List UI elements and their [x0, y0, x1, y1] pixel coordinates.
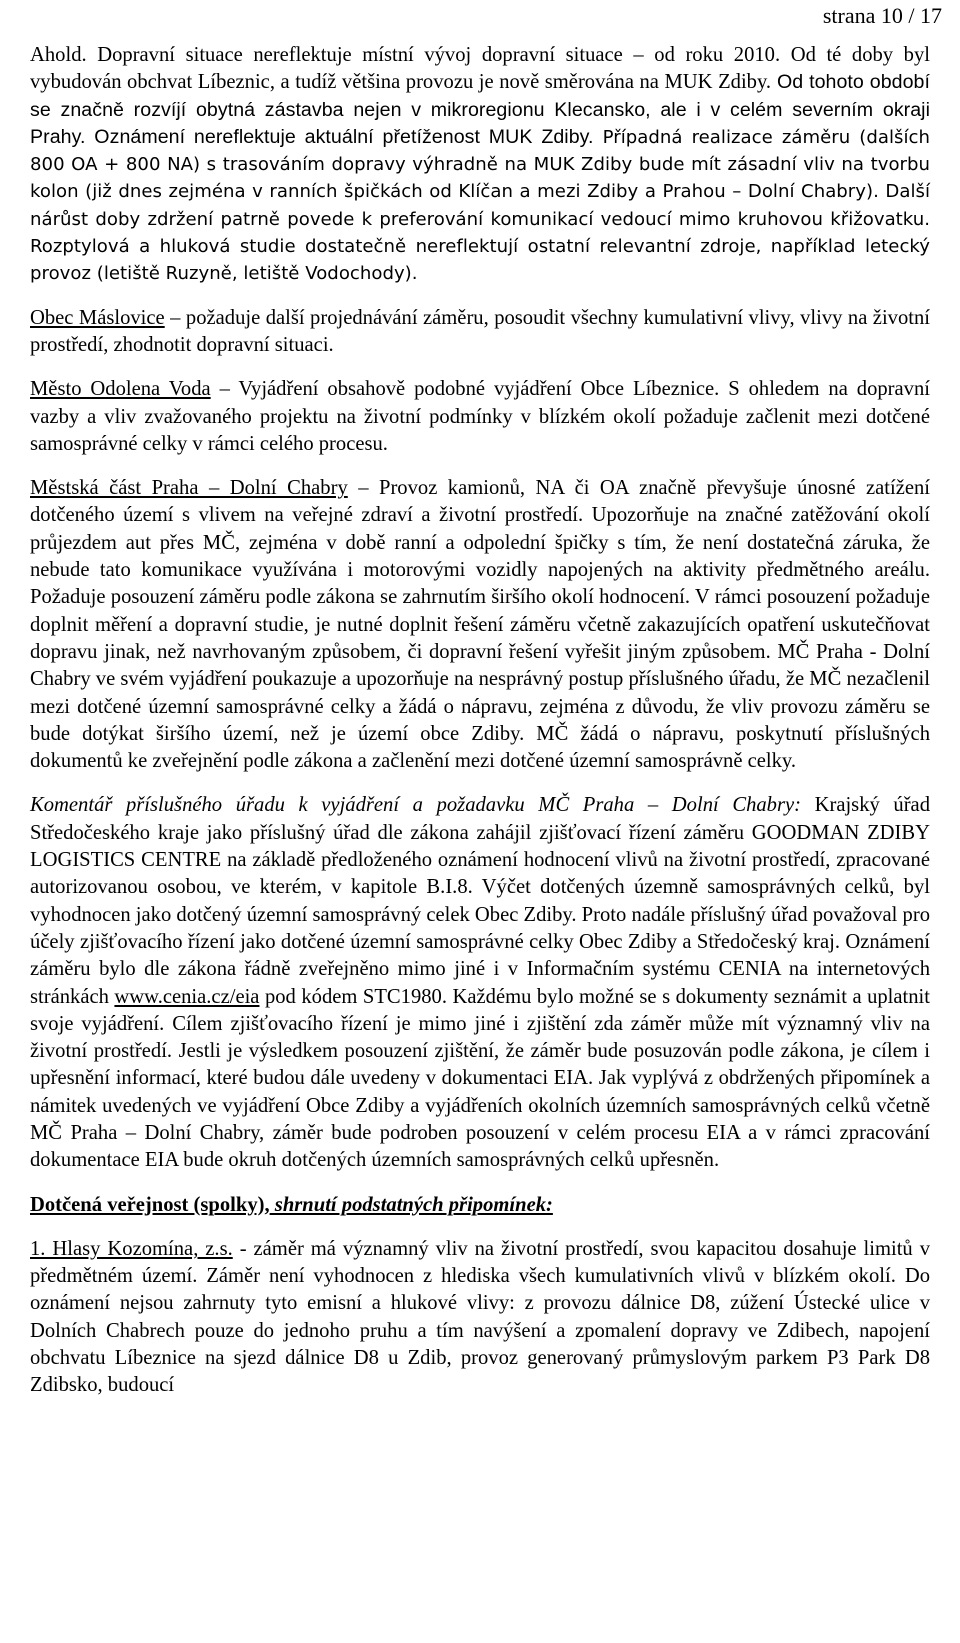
entity-name: Město Odolena Voda: [30, 378, 211, 401]
document-body: [30, 42, 930, 1417]
text-segment: Případná realizace záměru (dalších 800 OA + 800 NA) s trasováním dopravy výhradně na MUK Zdiby bude mít zásadní vliv na tvorbu kolon (již dnes zejména v ranních špičkách od Klíčan a mezi Zdiby a Prahou – Dolní Chabry). Další nárůst doby zdržení patrně povede k preferování komunikací vedoucí mimo kruhovou křižovatku. Rozptylová a hluková studie dostatečně nereflektují ostatní relevantní zdroje, například letecký provoz (letiště Ruzyně, letiště Vodochody).: [30, 126, 930, 285]
paragraph-odolena-voda: [30, 376, 930, 458]
paragraph-text: - záměr má významný vliv na životní prostředí, svou kapacitou dosahuje limitů v předmětném území. Záměr není vyhodnocen z hlediska všech kumulativních vlivů v blízkém okolí. Do oznámení nejsou zahrnuty tyto emisní a hlukové vlivy: z provozu dálnice D8, zúžení Ústecké ulice v Dolních Chabrech pouze do jednoho pruhu a tím navýšení a zpomalení dopravy ve Zdibech, napojení obchvatu Líbeznice na sjezd dálnice D8 u Zdib, provoz generovaný průmyslovým parkem P3 Park D8 Zdibsko, budoucí: [30, 1237, 930, 1397]
paragraph-text: pod kódem STC1980. Každému bylo možné se s dokumenty seznámit a uplatnit svoje vyjádření. Cílem zjišťovacího řízení je mimo jiné i zjištění zda záměr může mít významný vliv na životní prostředí. Jestli je výsledkem posouzení zjištění, že záměr bude posuzován podle zákona, je cílem i upřesnění informací, které budou dále uvedeny v dokumentaci EIA. Jak vyplývá z obdržených připomínek a námitek uvedených ve vyjádření Obce Zdiby a vyjádřeních okolních územních samosprávných celků včetně MČ Praha – Dolní Chabry, záměr bude podroben posouzení v celém procesu EIA a v rámci zpracování dokumentace EIA bude okruh dotčených územních samosprávných celků upřesněn.: [30, 985, 930, 1172]
heading-italic: shrnutí podstatných připomínek:: [269, 1193, 553, 1216]
entity-name: Obec Máslovice: [30, 306, 165, 329]
entity-name: 1. Hlasy Kozomína, z.s.: [30, 1237, 233, 1260]
paragraph-hlasy-kozomina: [30, 1236, 930, 1400]
paragraph-text: – Vyjádření obsahově podobné vyjádření Obce Líbeznice. S ohledem na dopravní vazby a vliv zvažovaného projektu na životní podmínky v blízkém okolí požaduje začlenit mezi dotčené samosprávné celky v rámci celého procesu.: [30, 378, 930, 455]
entity-name: Městská část Praha – Dolní Chabry: [30, 477, 348, 500]
paragraph-dolni-chabry: [30, 475, 930, 775]
paragraph-text: – požaduje další projednávání záměru, posoudit všechny kumulativní vlivy, vlivy na životní prostředí, zhodnotit dopravní situaci.: [30, 306, 930, 356]
paragraph-text: – Provoz kamionů, NA či OA značně převyšuje únosné zatížení dotčeného území s vlivem na veřejné zdraví a životní prostředí. Upozorňuje na značné zatěžování okolí průjezdem aut přes MČ, zejména v době ranní a odpolední špičky s tím, že není dostatečná záruka, že nebude tato komunikace využívána i motorovými vozidly napojených na aktivity předmětného areálu. Požaduje posouzení záměru podle zákona se zahrnutím širšího okolí hodnocení. V rámci posouzení požaduje doplnit měření a dopravní studie, je nutné doplnit řešení záměru včetně zakazujících opatření uskutečňovat dopravu jinak, než navrhovaným způsobem, či dopravní řešení vyřešit jiným způsobem. MČ Praha - Dolní Chabry ve svém vyjádření poukazuje a upozorňuje na nesprávný postup příslušného úřadu, že MČ nezačlenil mezi dotčené územní samosprávné celky a žádá o nápravu, zejména z důvodu, že vliv provozu záměru se bude dotýkat širšího území, než je území obce Zdiby. MČ žádá o nápravu, poskytnutí příslušných dokumentů ke zveřejnění podle zákona a začlenění mezi dotčené územní samosprávně celky.: [30, 477, 930, 773]
comment-lead: Komentář příslušného úřadu k vyjádření a požadavku MČ Praha – Dolní Chabry:: [30, 794, 801, 817]
cenia-link[interactable]: www.cenia.cz/eia: [114, 985, 260, 1008]
text-segment: Ahold. Dopravní situace nereflektuje místní vývoj dopravní situace – od roku 2010. Od té doby byl vybudován obchvat Líbeznic, a tudíž většina provozu je nově směrována na MUK Zdiby.: [30, 44, 930, 94]
paragraph-text: Krajský úřad Středočeského kraje jako příslušný úřad dle zákona zahájil zjišťovací řízení záměru GOODMAN ZDIBY LOGISTICS CENTRE na základě předloženého oznámení hodnocení vlivů na životní prostředí, zpracované autorizovanou osobou, ve kterém, v kapitole B.I.8. Výčet dotčených územně samosprávných celků, byl vyhodnocen jako dotčený územní samosprávný celek Obec Zdiby. Proto nadále příslušný úřad považoval pro účely zjišťovacího řízení jako dotčené územní samosprávné celky Obec Zdiby a Středočeský kraj. Oznámení záměru bylo dle zákona řádně zveřejněno mimo jiné i v Informačním systému CENIA na internetových stránkách: [30, 794, 930, 1008]
page-number: strana 10 / 17: [822, 3, 942, 28]
paragraph-maslovice: [30, 305, 930, 360]
paragraph-office-comment: [30, 792, 930, 1174]
heading-bold: Dotčená veřejnost (spolky),: [30, 1193, 270, 1216]
text-segment: Od tohoto období se značně rozvíjí obytná zástavba nejen v mikroregionu Klecansko, ale i v celém severním okraji Prahy. Oznámení nereflektuje aktuální přetíženost MUK Zdiby.: [30, 71, 930, 148]
paragraph-traffic-situation: [30, 42, 930, 288]
section-heading-public: [30, 1192, 930, 1219]
